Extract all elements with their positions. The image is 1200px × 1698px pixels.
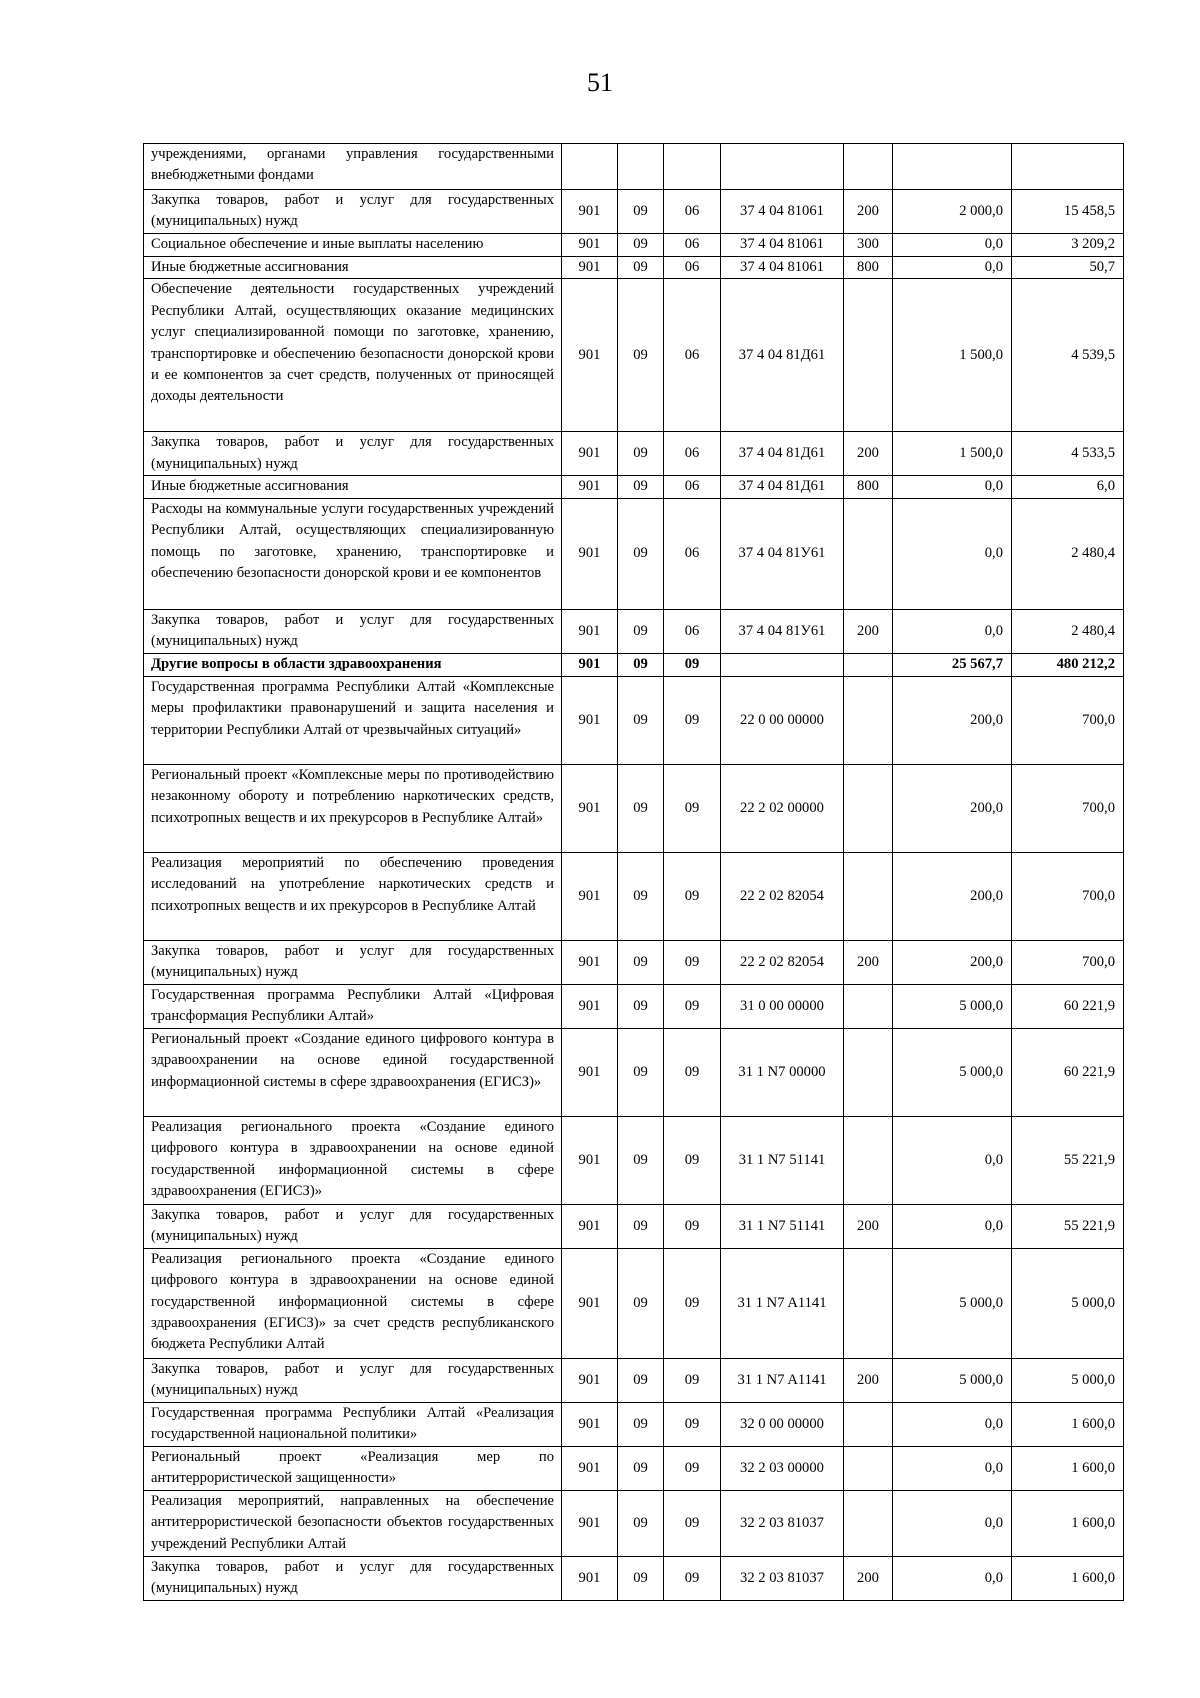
row-name: Закупка товаров, работ и услуг для государственных (муниципальных) нужд [144, 1556, 562, 1600]
row-name: Региональный проект «Реализация мер по антитеррористической защищенности» [144, 1446, 562, 1490]
row-section-code: 09 [618, 1028, 664, 1116]
row-target-article [721, 144, 844, 190]
row-amount-2: 60 221,9 [1012, 1028, 1124, 1116]
row-amount-1: 1 500,0 [893, 432, 1012, 476]
row-name: Закупка товаров, работ и услуг для государственных (муниципальных) нужд [144, 432, 562, 476]
row-amount-1: 0,0 [893, 498, 1012, 609]
table-row [144, 764, 1124, 852]
row-subsection-code: 09 [664, 1358, 721, 1402]
row-section-code: 09 [618, 432, 664, 476]
row-expense-type [844, 1248, 893, 1358]
row-name: учреждениями, органами управления государственными внебюджетными фондами [144, 144, 562, 190]
row-name: Реализация регионального проекта «Создание единого цифрового контура в здравоохранении на основе единой государственной информационной системы в сфере здравоохранения (ЕГИСЗ)» за счет средств республиканского бюджета Республики Алтай [144, 1248, 562, 1358]
row-section-code: 09 [618, 234, 664, 257]
row-section-code: 09 [618, 1490, 664, 1556]
row-amount-1 [893, 144, 1012, 190]
row-name: Региональный проект «Комплексные меры по противодействию незаконному обороту и потреблению наркотических средств, психотропных веществ и их прекурсоров в Республике Алтай» [144, 764, 562, 852]
row-subsection-code: 06 [664, 279, 721, 432]
row-amount-2: 5 000,0 [1012, 1248, 1124, 1358]
row-ved-code: 901 [562, 676, 618, 764]
row-target-article: 31 1 N7 51141 [721, 1116, 844, 1204]
row-ved-code: 901 [562, 234, 618, 257]
row-name: Другие вопросы в области здравоохранения [144, 653, 562, 676]
row-target-article: 31 1 N7 A1141 [721, 1358, 844, 1402]
table-row [144, 676, 1124, 764]
row-section-code: 09 [618, 1248, 664, 1358]
row-amount-2: 4 533,5 [1012, 432, 1124, 476]
row-target-article: 37 4 04 81Д61 [721, 476, 844, 498]
row-section-code: 09 [618, 609, 664, 653]
row-amount-1: 2 000,0 [893, 190, 1012, 234]
row-ved-code: 901 [562, 1446, 618, 1490]
row-target-article: 22 2 02 82054 [721, 852, 844, 940]
row-section-code: 09 [618, 653, 664, 676]
row-amount-2: 1 600,0 [1012, 1446, 1124, 1490]
row-amount-1: 0,0 [893, 1402, 1012, 1446]
table-row [144, 476, 1124, 498]
row-target-article: 31 1 N7 00000 [721, 1028, 844, 1116]
row-subsection-code: 09 [664, 1204, 721, 1248]
row-section-code: 09 [618, 1402, 664, 1446]
row-name: Социальное обеспечение и иные выплаты населению [144, 234, 562, 257]
table-row [144, 1028, 1124, 1116]
row-name: Закупка товаров, работ и услуг для государственных (муниципальных) нужд [144, 940, 562, 984]
row-section-code: 09 [618, 676, 664, 764]
row-subsection-code: 06 [664, 257, 721, 279]
row-amount-2: 50,7 [1012, 257, 1124, 279]
row-ved-code: 901 [562, 852, 618, 940]
row-subsection-code: 09 [664, 1490, 721, 1556]
table-row [144, 1248, 1124, 1358]
table-row [144, 498, 1124, 609]
row-ved-code: 901 [562, 498, 618, 609]
row-expense-type: 200 [844, 1358, 893, 1402]
row-target-article: 37 4 04 81У61 [721, 498, 844, 609]
table-row [144, 609, 1124, 653]
row-section-code: 09 [618, 1556, 664, 1600]
row-section-code: 09 [618, 1446, 664, 1490]
row-expense-type [844, 676, 893, 764]
row-amount-2: 4 539,5 [1012, 279, 1124, 432]
row-expense-type [844, 1490, 893, 1556]
row-section-code: 09 [618, 476, 664, 498]
row-ved-code: 901 [562, 1556, 618, 1600]
row-subsection-code: 06 [664, 234, 721, 257]
page-number: 51 [587, 68, 613, 97]
row-expense-type [844, 1402, 893, 1446]
row-ved-code [562, 144, 618, 190]
row-amount-2: 5 000,0 [1012, 1358, 1124, 1402]
row-subsection-code: 09 [664, 940, 721, 984]
row-expense-type [844, 984, 893, 1028]
row-expense-type [844, 279, 893, 432]
row-section-code: 09 [618, 1116, 664, 1204]
row-amount-1: 0,0 [893, 1204, 1012, 1248]
row-subsection-code: 09 [664, 764, 721, 852]
row-section-code: 09 [618, 764, 664, 852]
row-amount-1: 0,0 [893, 234, 1012, 257]
row-expense-type: 200 [844, 1204, 893, 1248]
row-target-article: 22 2 02 00000 [721, 764, 844, 852]
row-ved-code: 901 [562, 1028, 618, 1116]
budget-table [143, 143, 1124, 1601]
row-expense-type: 800 [844, 476, 893, 498]
row-amount-2: 15 458,5 [1012, 190, 1124, 234]
row-target-article: 31 1 N7 51141 [721, 1204, 844, 1248]
row-ved-code: 901 [562, 1402, 618, 1446]
row-subsection-code: 09 [664, 1556, 721, 1600]
row-name: Иные бюджетные ассигнования [144, 476, 562, 498]
row-subsection-code: 06 [664, 432, 721, 476]
row-section-code: 09 [618, 940, 664, 984]
row-subsection-code: 09 [664, 984, 721, 1028]
row-amount-2: 55 221,9 [1012, 1116, 1124, 1204]
row-expense-type: 200 [844, 609, 893, 653]
row-expense-type [844, 144, 893, 190]
row-target-article: 22 0 00 00000 [721, 676, 844, 764]
row-ved-code: 901 [562, 1204, 618, 1248]
row-amount-2: 700,0 [1012, 676, 1124, 764]
row-target-article: 31 0 00 00000 [721, 984, 844, 1028]
table-row [144, 144, 1124, 190]
row-expense-type [844, 1028, 893, 1116]
row-ved-code: 901 [562, 257, 618, 279]
table-row [144, 234, 1124, 257]
row-amount-1: 0,0 [893, 257, 1012, 279]
table-row [144, 432, 1124, 476]
row-name: Реализация мероприятий, направленных на обеспечение антитеррористической безопасности объектов государственных учреждений Республики Алтай [144, 1490, 562, 1556]
row-ved-code: 901 [562, 1248, 618, 1358]
row-section-code: 09 [618, 852, 664, 940]
row-section-code: 09 [618, 1204, 664, 1248]
table-row [144, 984, 1124, 1028]
row-ved-code: 901 [562, 432, 618, 476]
row-expense-type: 200 [844, 1556, 893, 1600]
row-amount-2: 480 212,2 [1012, 653, 1124, 676]
row-amount-1: 0,0 [893, 1446, 1012, 1490]
row-amount-1: 25 567,7 [893, 653, 1012, 676]
row-subsection-code [664, 144, 721, 190]
table-row [144, 1556, 1124, 1600]
row-name: Иные бюджетные ассигнования [144, 257, 562, 279]
row-amount-1: 200,0 [893, 852, 1012, 940]
row-expense-type [844, 1116, 893, 1204]
table-row [144, 1358, 1124, 1402]
row-target-article: 22 2 02 82054 [721, 940, 844, 984]
row-amount-1: 5 000,0 [893, 1358, 1012, 1402]
row-ved-code: 901 [562, 279, 618, 432]
row-expense-type [844, 852, 893, 940]
row-amount-1: 0,0 [893, 609, 1012, 653]
row-section-code: 09 [618, 190, 664, 234]
table-row [144, 190, 1124, 234]
row-target-article: 32 2 03 81037 [721, 1556, 844, 1600]
row-ved-code: 901 [562, 653, 618, 676]
row-subsection-code: 09 [664, 1248, 721, 1358]
row-subsection-code: 09 [664, 1402, 721, 1446]
row-ved-code: 901 [562, 940, 618, 984]
row-subsection-code: 09 [664, 852, 721, 940]
row-name: Закупка товаров, работ и услуг для государственных (муниципальных) нужд [144, 190, 562, 234]
row-target-article: 31 1 N7 A1141 [721, 1248, 844, 1358]
row-name: Региональный проект «Создание единого цифрового контура в здравоохранении на основе единой государственной информационной системы в сфере здравоохранения (ЕГИСЗ)» [144, 1028, 562, 1116]
row-amount-2: 1 600,0 [1012, 1556, 1124, 1600]
row-amount-1: 5 000,0 [893, 1028, 1012, 1116]
table-row [144, 653, 1124, 676]
row-name: Государственная программа Республики Алтай «Реализация государственной национальной политики» [144, 1402, 562, 1446]
table-body [144, 144, 1124, 1601]
row-subsection-code: 09 [664, 653, 721, 676]
row-name: Закупка товаров, работ и услуг для государственных (муниципальных) нужд [144, 609, 562, 653]
row-amount-2: 3 209,2 [1012, 234, 1124, 257]
row-ved-code: 901 [562, 609, 618, 653]
table-row [144, 1490, 1124, 1556]
row-amount-1: 200,0 [893, 676, 1012, 764]
row-section-code: 09 [618, 498, 664, 609]
row-amount-1: 5 000,0 [893, 1248, 1012, 1358]
row-amount-1: 0,0 [893, 476, 1012, 498]
row-section-code [618, 144, 664, 190]
row-amount-1: 0,0 [893, 1490, 1012, 1556]
row-section-code: 09 [618, 257, 664, 279]
row-name: Расходы на коммунальные услуги государственных учреждений Республики Алтай, осуществляющих специализированную помощь по заготовке, хранению, транспортировке и обеспечению безопасности донорской крови и ее компонентов [144, 498, 562, 609]
row-target-article: 32 2 03 00000 [721, 1446, 844, 1490]
row-amount-1: 0,0 [893, 1116, 1012, 1204]
row-name: Закупка товаров, работ и услуг для государственных (муниципальных) нужд [144, 1204, 562, 1248]
row-amount-2: 2 480,4 [1012, 609, 1124, 653]
row-ved-code: 901 [562, 190, 618, 234]
row-section-code: 09 [618, 1358, 664, 1402]
row-name: Обеспечение деятельности государственных учреждений Республики Алтай, осуществляющих оказание медицинских услуг специализированной помощи по заготовке, хранению, транспортировке и обеспечению безопасности донорской крови и ее компонентов за счет средств, полученных от приносящей доходы деятельности [144, 279, 562, 432]
row-amount-2: 1 600,0 [1012, 1402, 1124, 1446]
table-row [144, 257, 1124, 279]
row-target-article: 37 4 04 81Д61 [721, 279, 844, 432]
row-name: Реализация регионального проекта «Создание единого цифрового контура в здравоохранении на основе единой государственной информационной системы в сфере здравоохранения (ЕГИСЗ)» [144, 1116, 562, 1204]
table-row [144, 1116, 1124, 1204]
row-ved-code: 901 [562, 476, 618, 498]
row-amount-2: 700,0 [1012, 940, 1124, 984]
row-name: Реализация мероприятий по обеспечению проведения исследований на употребление наркотических средств и психотропных веществ и их прекурсоров в Республике Алтай [144, 852, 562, 940]
row-subsection-code: 09 [664, 1116, 721, 1204]
row-subsection-code: 06 [664, 609, 721, 653]
table-row [144, 1402, 1124, 1446]
row-subsection-code: 09 [664, 1446, 721, 1490]
row-ved-code: 901 [562, 1116, 618, 1204]
table-row [144, 940, 1124, 984]
row-amount-1: 1 500,0 [893, 279, 1012, 432]
row-subsection-code: 09 [664, 676, 721, 764]
row-target-article: 37 4 04 81Д61 [721, 432, 844, 476]
row-name: Государственная программа Республики Алтай «Комплексные меры профилактики правонарушений и защита населения и территории Республики Алтай от чрезвычайных ситуаций» [144, 676, 562, 764]
table-row [144, 1204, 1124, 1248]
row-target-article: 37 4 04 81061 [721, 257, 844, 279]
row-expense-type [844, 764, 893, 852]
table-row [144, 852, 1124, 940]
row-subsection-code: 06 [664, 190, 721, 234]
table-row [144, 279, 1124, 432]
row-amount-1: 0,0 [893, 1556, 1012, 1600]
row-target-article: 32 0 00 00000 [721, 1402, 844, 1446]
row-subsection-code: 06 [664, 498, 721, 609]
row-section-code: 09 [618, 279, 664, 432]
row-amount-1: 200,0 [893, 764, 1012, 852]
row-name: Государственная программа Республики Алтай «Цифровая трансформация Республики Алтай» [144, 984, 562, 1028]
row-ved-code: 901 [562, 764, 618, 852]
row-target-article [721, 653, 844, 676]
row-expense-type: 200 [844, 432, 893, 476]
row-amount-1: 200,0 [893, 940, 1012, 984]
row-name: Закупка товаров, работ и услуг для государственных (муниципальных) нужд [144, 1358, 562, 1402]
row-target-article: 37 4 04 81061 [721, 234, 844, 257]
row-amount-2 [1012, 144, 1124, 190]
row-amount-2: 2 480,4 [1012, 498, 1124, 609]
row-target-article: 32 2 03 81037 [721, 1490, 844, 1556]
row-amount-2: 60 221,9 [1012, 984, 1124, 1028]
row-amount-2: 700,0 [1012, 764, 1124, 852]
row-subsection-code: 06 [664, 476, 721, 498]
row-amount-2: 700,0 [1012, 852, 1124, 940]
row-expense-type: 200 [844, 940, 893, 984]
row-ved-code: 901 [562, 984, 618, 1028]
table-row [144, 1446, 1124, 1490]
row-ved-code: 901 [562, 1358, 618, 1402]
row-amount-2: 55 221,9 [1012, 1204, 1124, 1248]
row-subsection-code: 09 [664, 1028, 721, 1116]
row-amount-2: 6,0 [1012, 476, 1124, 498]
row-expense-type: 200 [844, 190, 893, 234]
row-target-article: 37 4 04 81У61 [721, 609, 844, 653]
row-expense-type [844, 498, 893, 609]
row-section-code: 09 [618, 984, 664, 1028]
row-expense-type: 300 [844, 234, 893, 257]
row-expense-type [844, 653, 893, 676]
row-ved-code: 901 [562, 1490, 618, 1556]
row-expense-type [844, 1446, 893, 1490]
row-target-article: 37 4 04 81061 [721, 190, 844, 234]
row-expense-type: 800 [844, 257, 893, 279]
row-amount-1: 5 000,0 [893, 984, 1012, 1028]
row-amount-2: 1 600,0 [1012, 1490, 1124, 1556]
